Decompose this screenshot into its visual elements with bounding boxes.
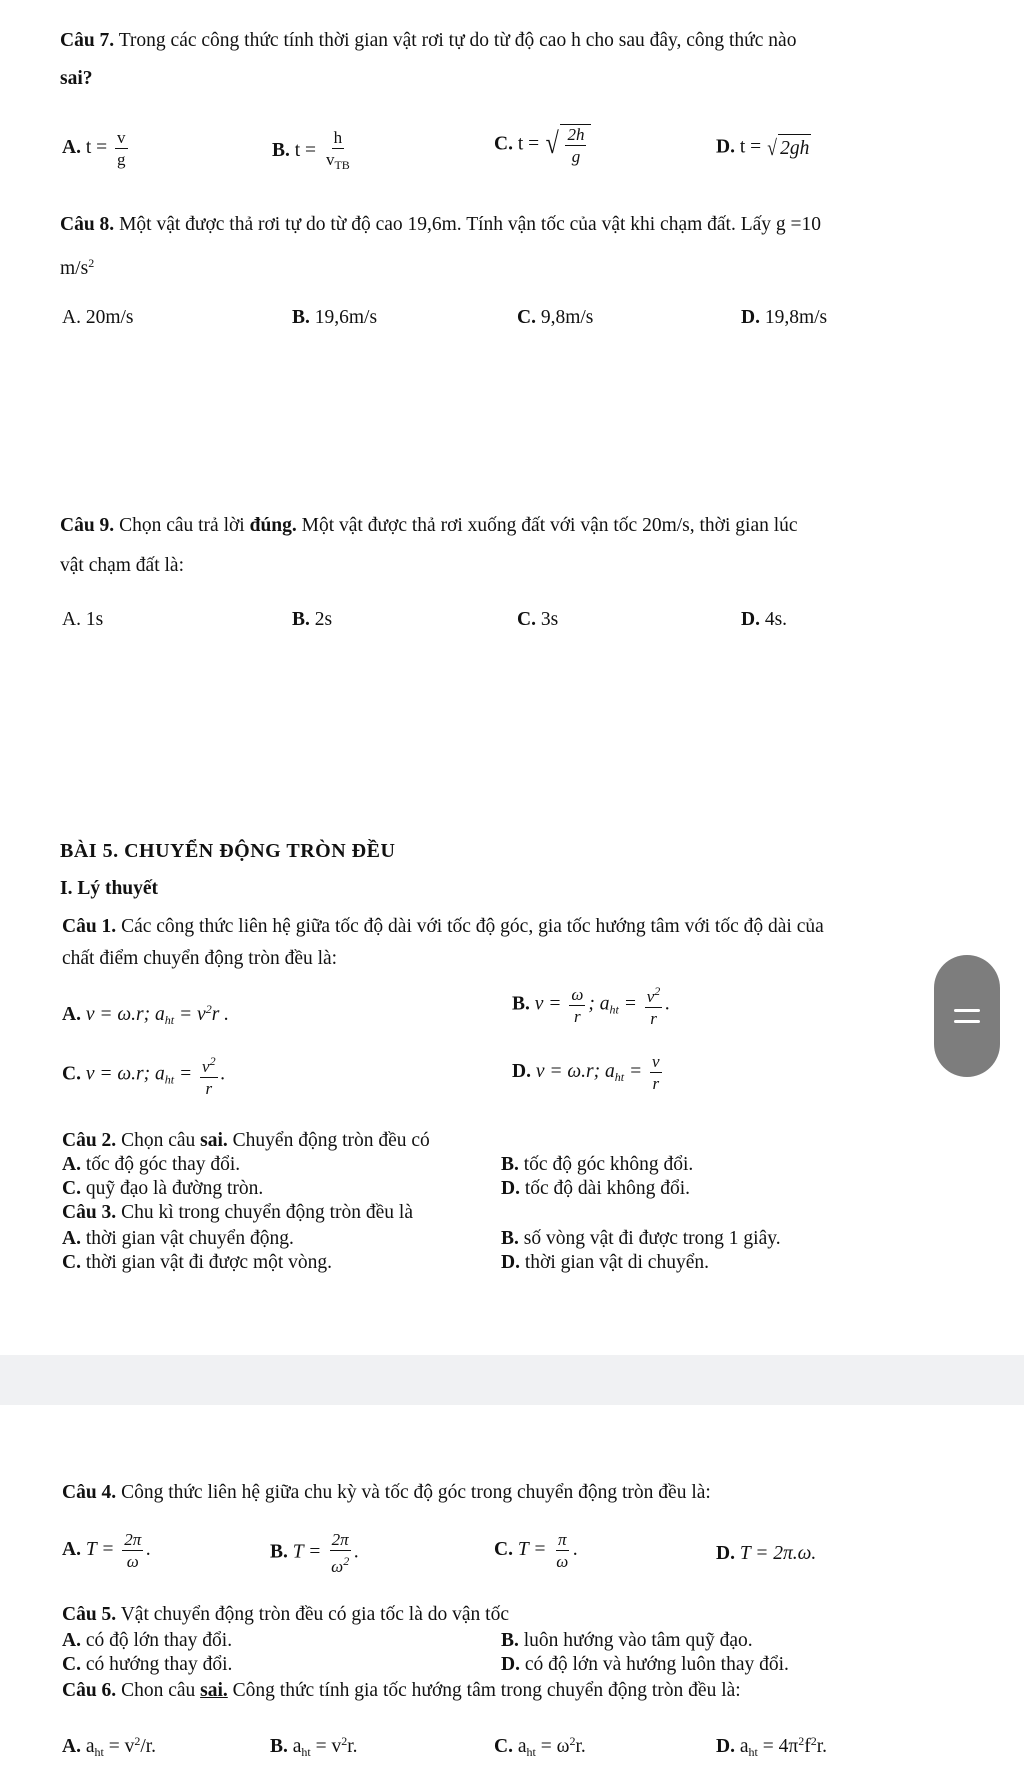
q9-stem: Câu 9. Chọn câu trả lời đúng. Một vật được thả rơi xuống đất với vận tốc 20m/s, thời gian lúc <box>60 515 798 536</box>
q8-option-c: C. 9,8m/s <box>517 307 594 328</box>
q7-option-d: D. t = √ 2gh <box>716 135 810 160</box>
scroll-handle-button[interactable] <box>934 955 1000 1077</box>
c2-stem: Câu 2. Chọn câu sai. Chuyển động tròn đều có <box>62 1130 430 1151</box>
c1-option-a: A. v = ω.r; $a_{ht} = v^2r$ . <box>62 1002 230 1027</box>
q7-stem <box>60 28 796 54</box>
c5-option-d: D. có độ lớn và hướng luôn thay đổi. <box>501 1654 789 1675</box>
q9-option-b: B. 2s <box>292 609 333 630</box>
c2-option-c: C. quỹ đạo là đường tròn. <box>62 1178 264 1199</box>
c2-option-d: D. tốc độ dài không đổi. <box>501 1178 691 1199</box>
q8-stem-2: $m/s^2$ <box>60 256 95 279</box>
c5-option-b: B. luôn hướng vào tâm quỹ đạo. <box>501 1630 753 1651</box>
c1-stem: Câu 1. Các công thức liên hệ giữa tốc độ dài với tốc độ góc, gia tốc hướng tâm với tốc độ dài của <box>62 916 824 937</box>
q8-option-d: D. 19,8m/s <box>741 307 828 328</box>
q7-c-sqrt: √ $\frac{2h}{g}$ <box>544 124 591 166</box>
c3-option-c: C. thời gian vật đi được một vòng. <box>62 1252 333 1273</box>
c6-option-d: D. $a_{ht} = 4\pi^2f^2r$. <box>716 1734 827 1759</box>
page-break <box>0 1355 1024 1405</box>
c1-option-c: C. v = ω.r; $a_{ht}$ = $\frac{v^2}{r}$ . <box>62 1054 226 1098</box>
q8-label: Câu 8. <box>60 214 115 235</box>
q9-option-d: D. 4s. <box>741 609 788 630</box>
c3-option-a: A. thời gian vật chuyển động. <box>62 1228 294 1249</box>
c6-option-a: A. $a_{ht} = v^2/r$. <box>62 1734 157 1759</box>
q9-option-c: C. 3s <box>517 609 559 630</box>
c5-stem: Câu 5. Vật chuyển động tròn đều có gia tốc là do vận tốc <box>62 1604 509 1625</box>
q9-option-a: A. 1s <box>62 609 104 630</box>
menu-icon <box>954 1009 980 1012</box>
c1-stem-2: chất điểm chuyển động tròn đều là: <box>62 948 338 969</box>
c6-stem: Câu 6. Chon câu sai. Công thức tính gia tốc hướng tâm trong chuyển động tròn đều là: <box>62 1680 741 1701</box>
c3-option-d: D. thời gian vật di chuyển. <box>501 1252 709 1273</box>
c4-option-c: C. T = $\frac{\pi}{\omega}$ . <box>494 1530 579 1571</box>
q7-label: Câu 7. <box>60 30 115 51</box>
c6-option-c: C. $a_{ht} = \omega^2r$. <box>494 1734 586 1759</box>
c3-option-b: B. số vòng vật đi được trong 1 giây. <box>501 1228 781 1249</box>
q9-stem-2: vật chạm đất là: <box>60 555 184 576</box>
c4-option-a: A. T = $\frac{2\pi}{\omega}$ . <box>62 1530 152 1571</box>
c5-option-c: C. có hướng thay đổi. <box>62 1654 233 1675</box>
q8-option-b: B. 19,6m/s <box>292 307 378 328</box>
c6-option-b: B. $a_{ht} = v^2r$. <box>270 1734 358 1759</box>
q8-stem <box>60 212 821 238</box>
q8-text: Một vật được thả rơi tự do từ độ cao 19,6m. Tính vận tốc của vật khi chạm đất. Lấy g =10 <box>114 214 822 235</box>
c3-stem: Câu 3. Chu kì trong chuyển động tròn đều là <box>62 1202 413 1223</box>
q7-option-c: C. t = √ $\frac{2h}{g}$ <box>494 124 591 166</box>
q7-b-fraction: $\frac{h}{v_{TB}}$ <box>325 128 350 172</box>
c4-stem: Câu 4. Công thức liên hệ giữa chu kỳ và tốc độ góc trong chuyển động tròn đều là: <box>62 1482 711 1503</box>
q7-d-sqrt: √ 2gh <box>767 135 810 160</box>
lesson-title: BÀI 5. CHUYỂN ĐỘNG TRÒN ĐỀU <box>60 840 396 862</box>
c5-option-a: A. có độ lớn thay đổi. <box>62 1630 233 1651</box>
q7-text: Trong các công thức tính thời gian vật rơi tự do từ độ cao h cho sau đây, công thức nào <box>114 30 797 51</box>
c4-option-b: B. T = $\frac{2\pi}{\omega^2}$ . <box>270 1530 360 1576</box>
q7-a-fraction: $\frac{v}{g}$ <box>117 128 126 169</box>
q7-stem-2: sai? <box>60 68 93 89</box>
q8-option-a: A. 20m/s <box>62 307 134 328</box>
c2-option-a: A. tốc độ góc thay đổi. <box>62 1154 241 1175</box>
c2-option-b: B. tốc độ góc không đổi. <box>501 1154 694 1175</box>
q7-option-b: B. t = $\frac{h}{v_{TB}}$ <box>272 128 355 175</box>
section-heading: I. Lý thuyết <box>60 878 159 899</box>
c4-option-d: D. T = 2π.ω. <box>716 1543 817 1564</box>
c1-option-b: B. v = $\frac{\omega}{r}$ ; $a_{ht}$ = $\frac{v^2}{r}$ . <box>512 984 671 1028</box>
c1-option-d: D. v = ω.r; $a_{ht}$ = $\frac{v}{r}$ <box>512 1052 660 1093</box>
q7-option-a: A. t = $\frac{v}{g}$ <box>62 128 126 169</box>
